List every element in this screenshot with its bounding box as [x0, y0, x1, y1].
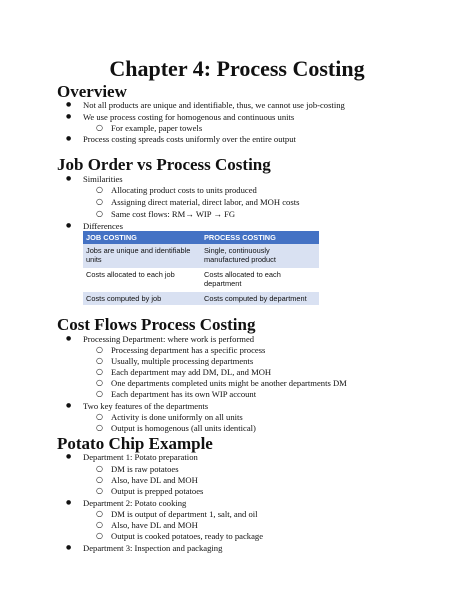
potato-heading: Potato Chip Example: [57, 434, 213, 453]
table-cell: Costs computed by department: [201, 292, 319, 305]
similarities-bullet: ● Similarities: [83, 174, 123, 184]
table-header-row: [83, 231, 319, 244]
cost-flows-bullet: ● Two key features of the departments: [83, 401, 208, 411]
cost-flows-heading: Cost Flows Process Costing: [57, 315, 256, 334]
overview-bullet: ● Not all products are unique and identifiable, thus, we cannot use job-costing: [83, 100, 345, 110]
potato-bullet: ● Department 3: Inspection and packaging: [83, 543, 222, 553]
potato-sub-bullet: ○ Output is prepped potatoes: [111, 486, 203, 496]
differences-bullet: ● Differences: [83, 221, 123, 231]
potato-bullet: ● Department 1: Potato preparation: [83, 452, 198, 462]
cost-flows-sub-bullet: ○ One departments completed units might be another departments DM: [111, 378, 347, 388]
page-title: Chapter 4: Process Costing: [109, 56, 365, 81]
potato-sub-bullet: ○ DM is raw potatoes: [111, 464, 179, 474]
table-cell: Single, continuously manufactured product: [201, 244, 319, 268]
overview-bullet: ● We use process costing for homogenous and continuous units: [83, 112, 294, 122]
potato-sub-bullet: ○ Also, have DL and MOH: [111, 520, 198, 530]
overview-heading: Overview: [57, 82, 127, 101]
table-header-job-costing: JOB COSTING: [83, 231, 201, 244]
overview-sub-bullet: ○ For example, paper towels: [111, 123, 202, 133]
table-cell: Costs computed by job: [83, 292, 201, 305]
cost-flows-sub-bullet: ○ Output is homogenous (all units identical): [111, 423, 256, 433]
cost-flows-bullet: ● Processing Department: where work is performed: [83, 334, 254, 344]
overview-bullet: ● Process costing spreads costs uniformly over the entire output: [83, 134, 296, 144]
potato-sub-bullet: ○ DM is output of department 1, salt, and oil: [111, 509, 258, 519]
table-header-process-costing: PROCESS COSTING: [201, 231, 319, 244]
cost-flows-sub-bullet: ○ Each department may add DM, DL, and MOH: [111, 367, 271, 377]
similarity-item: ○ Allocating product costs to units produced: [111, 185, 257, 195]
job-vs-process-heading: Job Order vs Process Costing: [57, 155, 271, 174]
cost-flows-sub-bullet: ○ Processing department has a specific process: [111, 345, 265, 355]
table-cell: Costs allocated to each job: [83, 268, 201, 292]
potato-sub-bullet: ○ Output is cooked potatoes, ready to package: [111, 531, 263, 541]
differences-table: [83, 231, 319, 305]
table-cell: Jobs are unique and identifiable units: [83, 244, 201, 268]
cost-flows-sub-bullet: ○ Each department has its own WIP account: [111, 389, 256, 399]
table-row: [83, 292, 319, 305]
similarity-item: ○ Same cost flows: RM→ WIP → FG: [111, 209, 235, 219]
similarity-item: ○ Assigning direct material, direct labor, and MOH costs: [111, 197, 299, 207]
table-row: [83, 244, 319, 268]
potato-bullet: ● Department 2: Potato cooking: [83, 498, 186, 508]
table-row: [83, 268, 319, 292]
cost-flows-sub-bullet: ○ Activity is done uniformly on all units: [111, 412, 243, 422]
cost-flows-sub-bullet: ○ Usually, multiple processing departments: [111, 356, 253, 366]
potato-sub-bullet: ○ Also, have DL and MOH: [111, 475, 198, 485]
table-cell: Costs allocated to each department: [201, 268, 319, 292]
